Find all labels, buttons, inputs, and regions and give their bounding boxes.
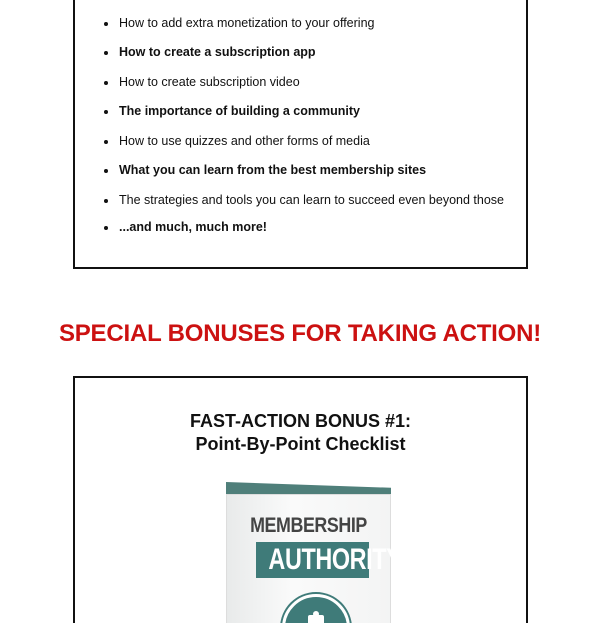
list-item-text: How to use quizzes and other forms of media <box>119 134 370 148</box>
list-item <box>104 15 529 31</box>
list-item <box>104 0 529 1</box>
bullet-icon <box>104 22 108 26</box>
bullet-icon <box>104 81 108 85</box>
checklist-icon <box>308 615 324 623</box>
list-item <box>104 103 529 119</box>
bonus-box <box>73 376 528 623</box>
bonus-subtitle: Point-By-Point Checklist <box>195 434 406 454</box>
list-item <box>104 133 529 149</box>
list-item-text: What you can learn from the best membership sites <box>119 163 427 177</box>
bullet-icon <box>104 51 108 55</box>
bullet-icon <box>104 140 108 144</box>
list-item-text: How to create a subscription app <box>119 45 316 59</box>
bonus-headline: SPECIAL BONUSES FOR TAKING ACTION! <box>58 320 542 347</box>
bullet-icon <box>104 110 108 114</box>
cover-title-band <box>256 542 402 578</box>
bullet-icon <box>104 226 108 230</box>
list-item <box>104 44 529 60</box>
list-item <box>104 74 529 90</box>
cover-emblem <box>282 594 350 623</box>
cover-face <box>226 494 402 623</box>
features-box <box>73 0 528 269</box>
bullet-icon <box>104 169 108 173</box>
bullet-icon <box>104 199 108 203</box>
list-item-text: How to add extra monetization to your offering <box>119 16 375 30</box>
list-item <box>104 219 529 235</box>
list-item <box>104 192 529 208</box>
list-item-text: ...and much, much more! <box>119 220 267 234</box>
list-item-text: How to create subscription video <box>119 75 300 89</box>
list-item <box>104 162 529 178</box>
cover-title-word2: AUTHORITY <box>268 543 402 576</box>
product-cover-image <box>226 482 402 623</box>
cover-title-word1: MEMBERSHIP <box>250 514 367 537</box>
bonus-title: FAST-ACTION BONUS #1: <box>189 411 412 431</box>
list-item-text: The importance of building a community <box>119 104 360 118</box>
list-item-text: The strategies and tools you can learn to succeed even beyond those <box>119 193 504 207</box>
